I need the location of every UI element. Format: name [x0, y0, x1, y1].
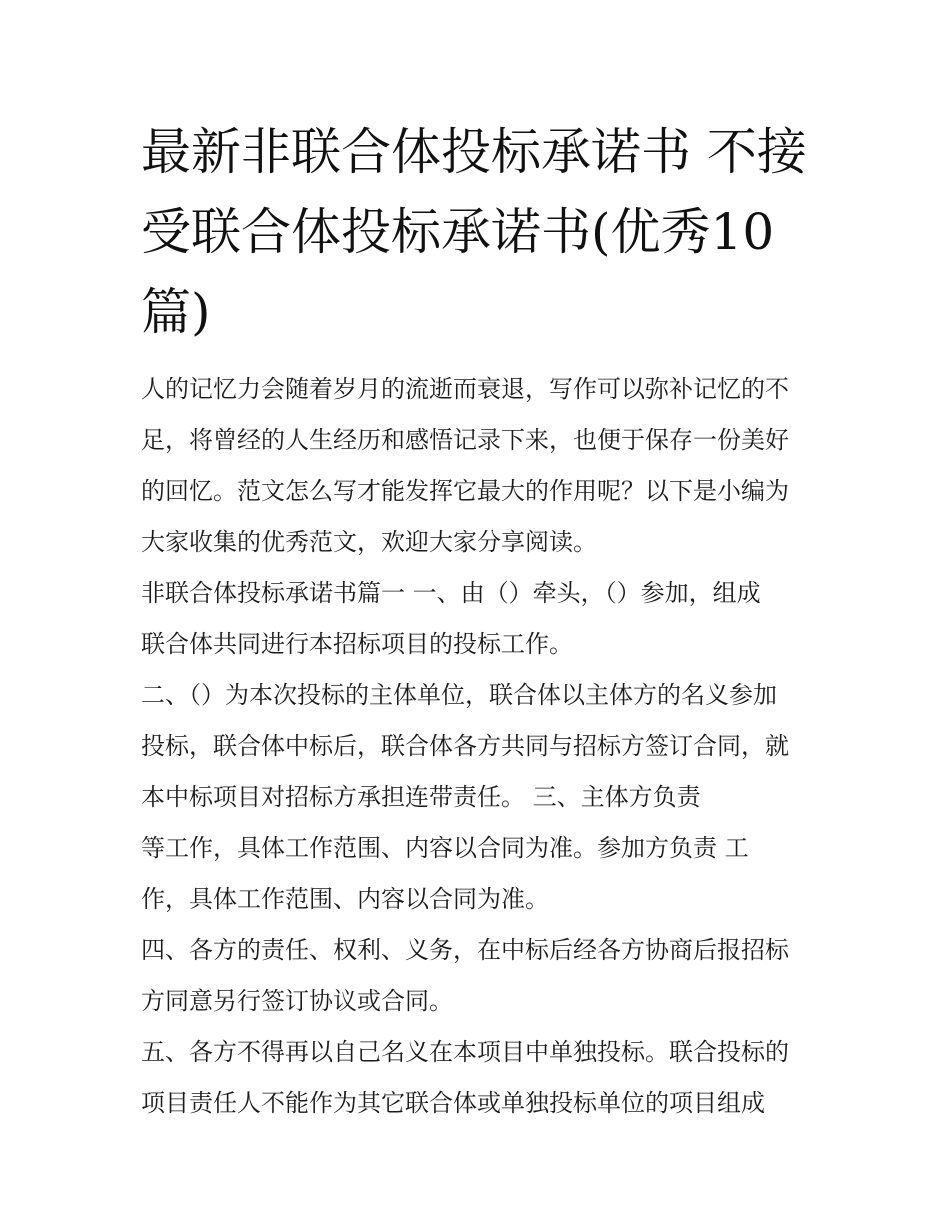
text-line: 四、各方的责任、权利、义务，在中标后经各方协商后报招标 [141, 936, 789, 964]
text-line: 等工作，具体工作范围、内容以合同为准。参加方负责 工 [141, 834, 749, 862]
text-line: 作，具体工作范围、内容以合同为准。 [141, 885, 549, 913]
paragraph-item-four [141, 925, 813, 1027]
document-title [141, 112, 813, 352]
paragraph-item-two [141, 670, 813, 925]
text-line: 五、各方不得再以自己名义在本项目中单独投标。联合投标的 [141, 1038, 789, 1066]
text-line: 联合体共同进行本招标项目的投标工作。 [141, 630, 573, 658]
text-line: 人的记忆力会随着岁月的流逝而衰退，写作可以弥补记忆的不 [141, 375, 789, 403]
text-line: 的回忆。范文怎么写才能发挥它最大的作用呢？以下是小编为 [141, 477, 789, 505]
paragraph-item-five [141, 1027, 813, 1129]
text-line: 大家收集的优秀范文，欢迎大家分享阅读。 [141, 528, 597, 556]
text-line: 方同意另行签订协议或合同。 [141, 987, 453, 1015]
text-line: 足，将曾经的人生经历和感悟记录下来，也便于保存一份美好 [141, 426, 789, 454]
text-line: 二、（）为本次投标的主体单位，联合体以主体方的名义参加 [141, 681, 777, 709]
text-line: 非联合体投标承诺书篇一 一、由（）牵头，（）参加，组成 [141, 579, 761, 607]
title-line-3: 篇) [141, 283, 211, 341]
document-body [141, 364, 813, 1129]
text-line: 本中标项目对招标方承担连带责任。 三、主体方负责 [141, 783, 701, 811]
paragraph-section-one [141, 568, 813, 670]
title-line-1: 最新非联合体投标承诺书 不接 [141, 123, 807, 181]
document-content [141, 112, 813, 1129]
title-line-2: 受联合体投标承诺书(优秀10 [141, 203, 775, 261]
paragraph-intro [141, 364, 813, 568]
text-line: 项目责任人不能作为其它联合体或单独投标单位的项目组成 [141, 1089, 765, 1117]
text-line: 投标，联合体中标后，联合体各方共同与招标方签订合同，就 [141, 732, 789, 760]
